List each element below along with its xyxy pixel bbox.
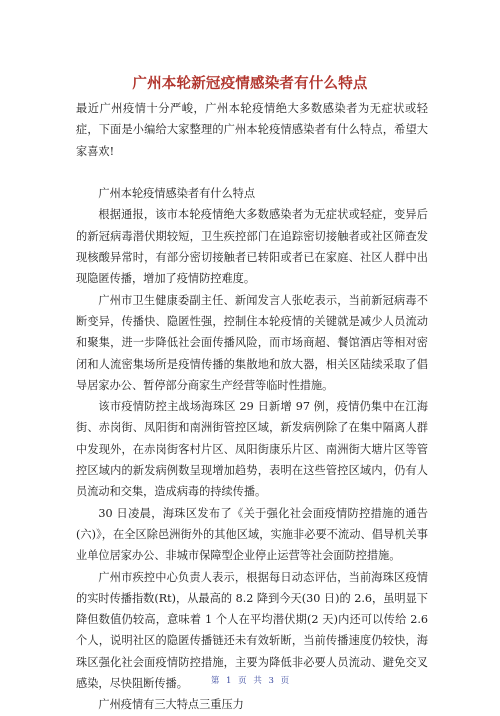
document-body	[76, 98, 428, 716]
paragraph: 30 日凌晨，海珠区发布了《关于强化社会面疫情防控措施的通告(六)》，在全区除邑洲街外的其他区域，实施非必要不流动、倡导机关事业单位居家办公、非城市保障型企业停止运营等社会面防控措施。	[76, 506, 428, 563]
paragraph: 根据通报，该市本轮疫情绝大多数感染者为无症状或轻症，变异后的新冠病毒潜伏期较短，卫生疾控部门在追踪密切接触者或社区筛查发现核酸异常时，有部分密切接触者已转阳或者已在家庭、社区人群中出现隐匿传播，增加了疫情防控难度。	[76, 208, 428, 286]
page-footer: 第 1 页 共 3 页	[210, 676, 290, 686]
paragraph: 广州疫情有三大特点三重压力	[98, 698, 244, 712]
paragraph: 广州市卫生健康委副主任、新闻发言人张屹表示，当前新冠病毒不断变异，传播快、隐匿性强，控制住本轮疫情的关键就是减少人员流动和聚集，进一步降低社会面传播风险，而市场商超、餐馆酒店等相对密闭和人流密集场所是疫情传播的集散地和放大器，相关区陆续采取了倡导居家办公、暂停部分商家生产经营等临时性措施。	[76, 293, 428, 392]
paragraph: 该市疫情防控主战场海珠区 29 日新增 97 例，疫情仍集中在江海街、赤岗街、凤阳街和南洲街管控区域，新发病例除了在集中隔离人群中发现外，在赤岗街客村片区、凤阳街康乐片区、南洲街大塘片区等管控区域内的新发病例数呈现增加趋势，表明在这些管控区域内，仍有人员流动和交集，造成病毒的持续传播。	[76, 400, 428, 499]
section-heading: 广州本轮疫情感染者有什么特点	[98, 187, 256, 201]
intro-paragraph: 最近广州疫情十分严峻，广州本轮疫情绝大多数感染者为无症状或轻症，下面是小编给大家整理的广州本轮疫情感染者有什么特点，希望大家喜欢!	[76, 102, 428, 158]
document-title: 广州本轮新冠疫情感染者有什么特点	[132, 76, 368, 92]
paragraph: 广州市疾控中心负责人表示，根据每日动态评估，当前海珠区疫情的实时传播指数(Rt)，从最高的 8.2 降到今天(30 日)的 2.6，虽明显下降但数值仍较高，意味着 1 个人在平均潜伏期(2 天)内还可以传给 2.6 个人，说明社区的隐匿传播链还未有效斩断，当前传播速度仍较快，海珠区强化社会面疫情防控措施，主要为降低非必要人员流动、避免交叉感染，尽快阻断传播。	[76, 570, 428, 691]
